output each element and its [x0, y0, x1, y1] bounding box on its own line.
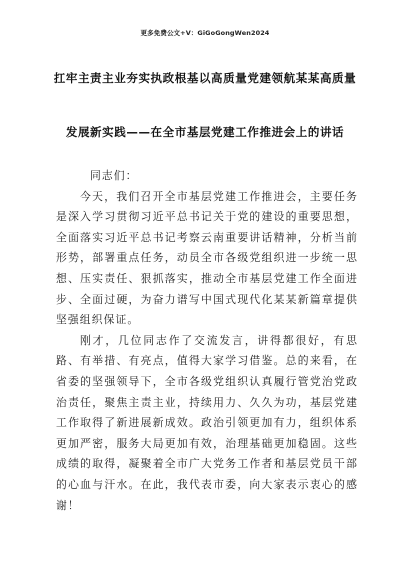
document-title-line-1: 扛牢主责主业夯实执政根基以高质量党建领航某某高质量 — [53, 71, 357, 85]
paragraph-1: 今天，我们召开全市基层党建工作推进会，主要任务是深入学习贯彻习近平总书记关于党的建设的重要思想，全面落实习近平总书记考察云南重要讲话精神，分析当前形势，部署重点任务，动员全市各级党组织进一步统一思想、压实责任、狠抓落实，推动全市基层党建工作全面进步、全面过硬，为奋力谱写中国式现代化某某新篇章提供坚强组织保证。 — [56, 189, 358, 327]
document-body — [56, 166, 358, 516]
salutation: 同志们： — [90, 169, 138, 182]
header-note: 更多免费公文+V：GiGoGongWen2024 — [140, 29, 270, 37]
document-title-line-2: 发展新实践——在全市基层党建工作推进会上的讲话 — [65, 125, 345, 139]
paragraph-2: 刚才，几位同志作了交流发言，讲得都很好，有思路、有举措、有亮点，值得大家学习借鉴。总的来看，在省委的坚强领导下，全市各级党组织认真履行管党治党政治责任，聚焦主责主业，持续用力、久久为功，基层党建工作取得了新进展新成效。政治引领更加有力，组织体系更加严密，服务大局更加有效，治理基础更加稳固。这些成绩的取得，凝聚着全市广大党务工作者和基层党员干部的心血与汗水。在此，我代表市委，向大家表示衷心的感谢！ — [56, 333, 358, 512]
